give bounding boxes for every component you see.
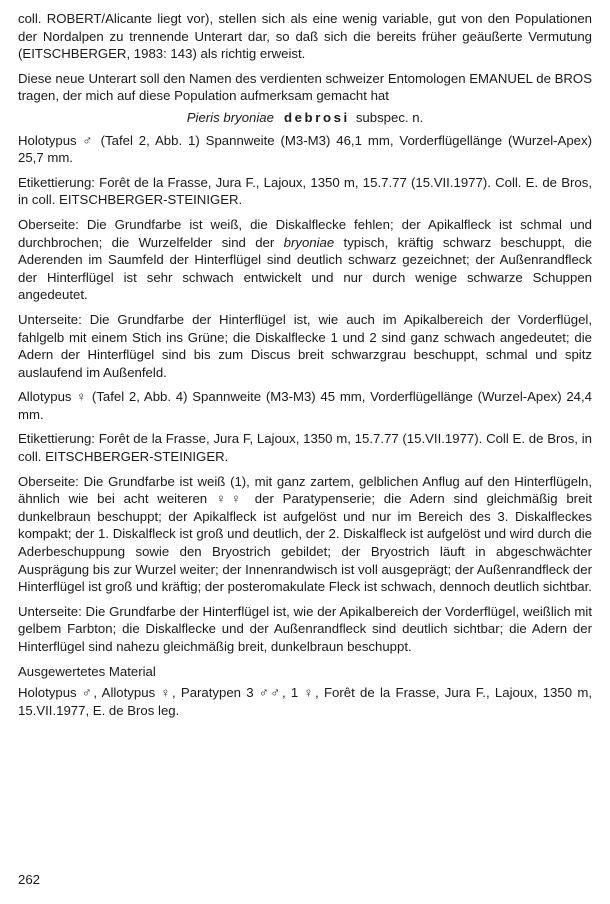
para-naming: Diese neue Unterart soll den Namen des verdienten schweizer Entomologen EMANUEL de BROS tragen, der mich auf diese Population aufmerksam gemacht hat [18,70,592,104]
allotype-underside: Unterseite: Die Grundfarbe der Hinterflügel ist, wie der Apikalbereich der Vorderflügel, weißlich mit gelbem Farbton; die Diskalflecke und der Außenrandfleck sind deutlich sichtbar; die Adern der Hinterflügel sind nahezu gleichmäßig breit, dunkelbraun beschuppt. [18,603,592,654]
holotype-upperside-text-1: Oberseite: Die Grundfarbe ist weiß, die Diskalflecke fehlen; der Apikalfleck ist schmal und durchbrochen; die Wurzelfelder sind der [18,216,592,250]
taxon-rank: subspec. n. [355,109,424,125]
taxon-name-line [18,109,592,127]
page-number: 262 [18,872,41,887]
document-page [18,10,592,726]
material-heading: Ausgewertetes Material [18,663,156,679]
allotype-upperside: Oberseite: Die Grundfarbe ist weiß (1), mit ganz zartem, gelblichen Anflug auf den Hinterflügeln, ähnlich wie bei acht weiteren ♀♀ der Paratypenserie; die Adern sind gleichmäßig breit dunkelbraun beschuppt; der Apikalfleck ist aufgelöst und nur im Bereich des 3. Diskalfleckes kompakt; der 1. Diskalfleck ist groß und deutlich, der 2. Diskalfleck ist aufgelöst und wird durch die Aderbeschuppung sowie den Bryostrich gebildet; der Bryostrich läuft in abgeschwächter Ausprägung bis zur Wurzel weiter; der Innenrandwisch ist voll ausgeprägt; der Außenrandfleck der Hinterflügel ist groß und kräftig; der posteromakulate Fleck ist schwach, dennoch deutlich sichtbar. [18,473,592,595]
para-intro: coll. ROBERT/Alicante liegt vor), stellen sich als eine wenig variable, gut von den Populationen der Nordalpen zu trennende Unterart dar, so daß sich die bereits früher geäußerte Vermutung (EITSCHBERGER, 1983: 143) als richtig erweist. [18,11,592,62]
holotype-upperside-text-2: typisch, kräftig schwarz beschuppt, die Aderenden im Saumfeld der Hinterflügel sind deutlich schwarz gezeichnet; der Außenrandfleck der Hinterflügel ist sehr schwach entwickelt und nur durch wenige schwarze Schuppen angedeutet. [18,234,592,303]
allotype-measurements: Allotypus ♀ (Tafel 2, Abb. 4) Spannweite (M3-M3) 45 mm, Vorderflügellänge (Wurzel-Apex) 24,4 mm. [18,389,592,422]
allotype-label: Etikettierung: Forêt de la Frasse, Jura F, Lajoux, 1350 m, 15.7.77 (15.VII.1977). Coll E. de Bros, in coll. EITSCHBERGER-STEINIGER. [18,431,592,465]
holotype-upperside [18,216,592,304]
taxon-species: Pieris bryoniae [186,109,274,125]
holotype-underside: Unterseite: Die Grundfarbe der Hinterflügel ist, wie auch im Apikalbereich der Vorderflügel, fahlgelb mit einem Stich ins Grüne; die Diskalflecke 1 und 2 sind ganz schwach angedeutet; die Adern der Hinterflügel sind bis zum Discus breit schwarzgrau beschuppt, schmal und spitz auslaufend im Außenfeld. [18,311,592,380]
taxon-subspecies: debrosi [283,109,350,125]
holotype-label: Etikettierung: Forêt de la Frasse, Jura F., Lajoux, 1350 m, 15.7.77 (15.VII.1977). Coll. E. de Bros, in coll. EITSCHBERGER-STEINIGER. [18,174,592,208]
material-list: Holotypus ♂, Allotypus ♀, Paratypen 3 ♂♂, 1 ♀, Forêt de la Frasse, Jura F., Lajoux, 1350 m, 15.VII.1977, E. de Bros leg. [18,685,592,718]
holotype-measurements: Holotypus ♂ (Tafel 2, Abb. 1) Spannweite (M3-M3) 46,1 mm, Vorderflügellänge (Wurzel-Apex) 25,7 mm. [18,132,592,166]
holotype-upperside-italic: bryoniae [283,234,335,250]
